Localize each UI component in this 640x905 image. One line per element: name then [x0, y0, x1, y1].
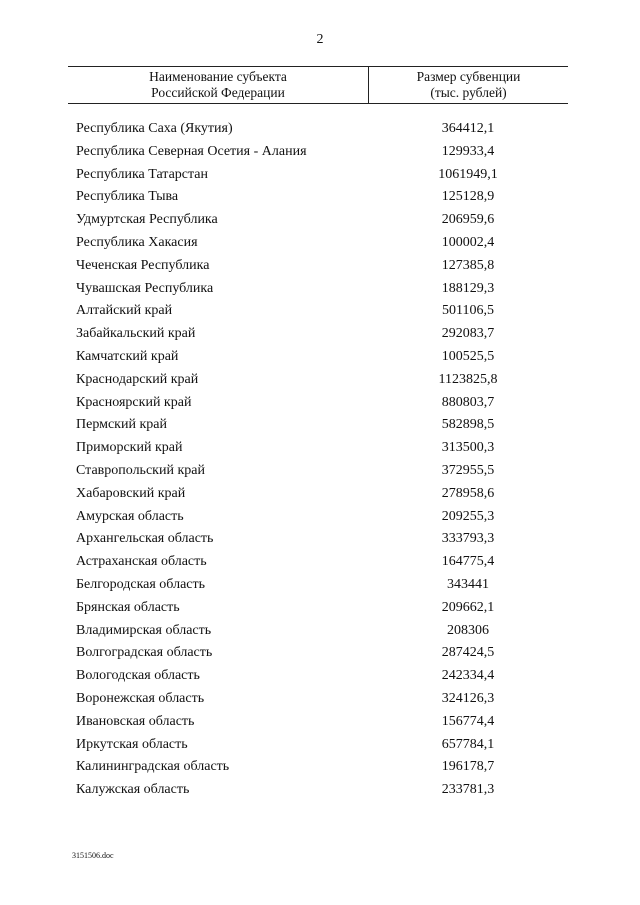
- table-row: [0, 392, 640, 415]
- region-name: Пермский край: [76, 417, 167, 433]
- region-name: Вологодская область: [76, 668, 200, 684]
- subvention-amount: 206959,6: [441, 212, 495, 228]
- table-row: [0, 688, 640, 711]
- region-name: Удмуртская Республика: [76, 212, 218, 228]
- region-name: Камчатский край: [76, 348, 179, 364]
- subvention-amount: 292083,7: [441, 326, 495, 342]
- subvention-amount: 188129,3: [441, 280, 495, 296]
- header-amount-line1: Размер субвенции: [416, 69, 521, 84]
- table-row: [0, 278, 640, 301]
- table-row: [0, 665, 640, 688]
- region-name: Архангельская область: [76, 531, 214, 547]
- table-row: [0, 506, 640, 529]
- subvention-amount: 278958,6: [441, 485, 495, 501]
- table-row: [0, 597, 640, 620]
- subvention-amount: 582898,5: [441, 417, 495, 433]
- region-name: Забайкальский край: [76, 326, 196, 342]
- footer-doc-code: 3151506.doc: [72, 851, 114, 860]
- table-row: [0, 255, 640, 278]
- subvention-amount: 313500,3: [441, 440, 495, 456]
- table-row: [0, 414, 640, 437]
- subvention-amount: 129933,4: [441, 143, 495, 159]
- table-row: [0, 642, 640, 665]
- table-row: [0, 756, 640, 779]
- region-name: Приморский край: [76, 440, 183, 456]
- table-row: [0, 209, 640, 232]
- table-row: [0, 186, 640, 209]
- subvention-amount: 125128,9: [441, 189, 495, 205]
- subvention-amount: 657784,1: [441, 736, 495, 752]
- table-row: [0, 779, 640, 802]
- region-name: Волгоградская область: [76, 645, 213, 661]
- subvention-amount: 324126,3: [441, 690, 495, 706]
- region-name: Республика Северная Осетия - Алания: [76, 143, 307, 159]
- subvention-amount: 233781,3: [441, 782, 495, 798]
- table-row: [0, 232, 640, 255]
- subvention-amount: 501106,5: [442, 303, 494, 319]
- region-name: Красноярский край: [76, 394, 192, 410]
- table-row: [0, 711, 640, 734]
- header-region-line2: Российской Федерации: [151, 85, 285, 100]
- subvention-amount: 880803,7: [441, 394, 495, 410]
- subvention-amount: 156774,4: [441, 713, 495, 729]
- region-name: Краснодарский край: [76, 371, 199, 387]
- subvention-amount: 287424,5: [441, 645, 495, 661]
- region-name: Республика Тыва: [76, 189, 179, 205]
- region-name: Чеченская Республика: [76, 257, 210, 273]
- table-row: [0, 437, 640, 460]
- subvention-amount: 372955,5: [441, 462, 495, 478]
- region-name: Ставропольский край: [76, 462, 205, 478]
- header-amount: [369, 69, 568, 101]
- subvention-amount: 208306: [447, 622, 489, 638]
- table-row: [0, 346, 640, 369]
- subvention-amount: 343441: [447, 576, 489, 592]
- header-region-line1: Наименование субъекта: [149, 69, 287, 84]
- header-region-name: [68, 69, 368, 101]
- table-row: [0, 528, 640, 551]
- region-name: Воронежская область: [76, 690, 205, 706]
- table-row: [0, 620, 640, 643]
- region-name: Амурская область: [76, 508, 184, 524]
- table-row: [0, 551, 640, 574]
- region-name: Брянская область: [76, 599, 180, 615]
- table-row: [0, 369, 640, 392]
- region-name: Астраханская область: [76, 554, 207, 570]
- table-header: [68, 66, 568, 104]
- subvention-amount: 242334,4: [441, 668, 495, 684]
- region-name: Калужская область: [76, 782, 190, 798]
- region-name: Иркутская область: [76, 736, 188, 752]
- subvention-amount: 100002,4: [441, 234, 495, 250]
- region-name: Алтайский край: [76, 303, 173, 319]
- region-name: Ивановская область: [76, 713, 195, 729]
- subvention-amount: 196178,7: [441, 759, 495, 775]
- header-amount-line2: (тыс. рублей): [430, 85, 507, 100]
- subvention-amount: 209255,3: [441, 508, 495, 524]
- subvention-amount: 333793,3: [441, 531, 495, 547]
- table-row: [0, 323, 640, 346]
- table-row: [0, 164, 640, 187]
- subvention-amount: 127385,8: [441, 257, 495, 273]
- table-body: [0, 118, 640, 802]
- region-name: Республика Саха (Якутия): [76, 121, 233, 136]
- subvention-amount: 209662,1: [441, 599, 495, 615]
- region-name: Республика Татарстан: [76, 166, 209, 182]
- subvention-amount: 1061949,1: [438, 166, 498, 182]
- region-name: Владимирская область: [76, 622, 212, 638]
- table-row: [0, 574, 640, 597]
- table-row: [0, 141, 640, 164]
- region-name: Хабаровский край: [76, 485, 186, 501]
- table-row: [0, 460, 640, 483]
- table-row: [0, 734, 640, 757]
- subvention-amount: 364412,1: [441, 121, 495, 136]
- subvention-amount: 1123825,8: [438, 371, 498, 387]
- region-name: Калининградская область: [76, 759, 230, 775]
- subvention-amount: 164775,4: [441, 554, 495, 570]
- table-row: [0, 118, 640, 141]
- subvention-amount: 100525,5: [441, 348, 495, 364]
- region-name: Республика Хакасия: [76, 234, 198, 250]
- region-name: Белгородская область: [76, 576, 206, 592]
- page-number: 2: [316, 32, 324, 47]
- table-row: [0, 300, 640, 323]
- region-name: Чувашская Республика: [76, 280, 214, 296]
- table-row: [0, 483, 640, 506]
